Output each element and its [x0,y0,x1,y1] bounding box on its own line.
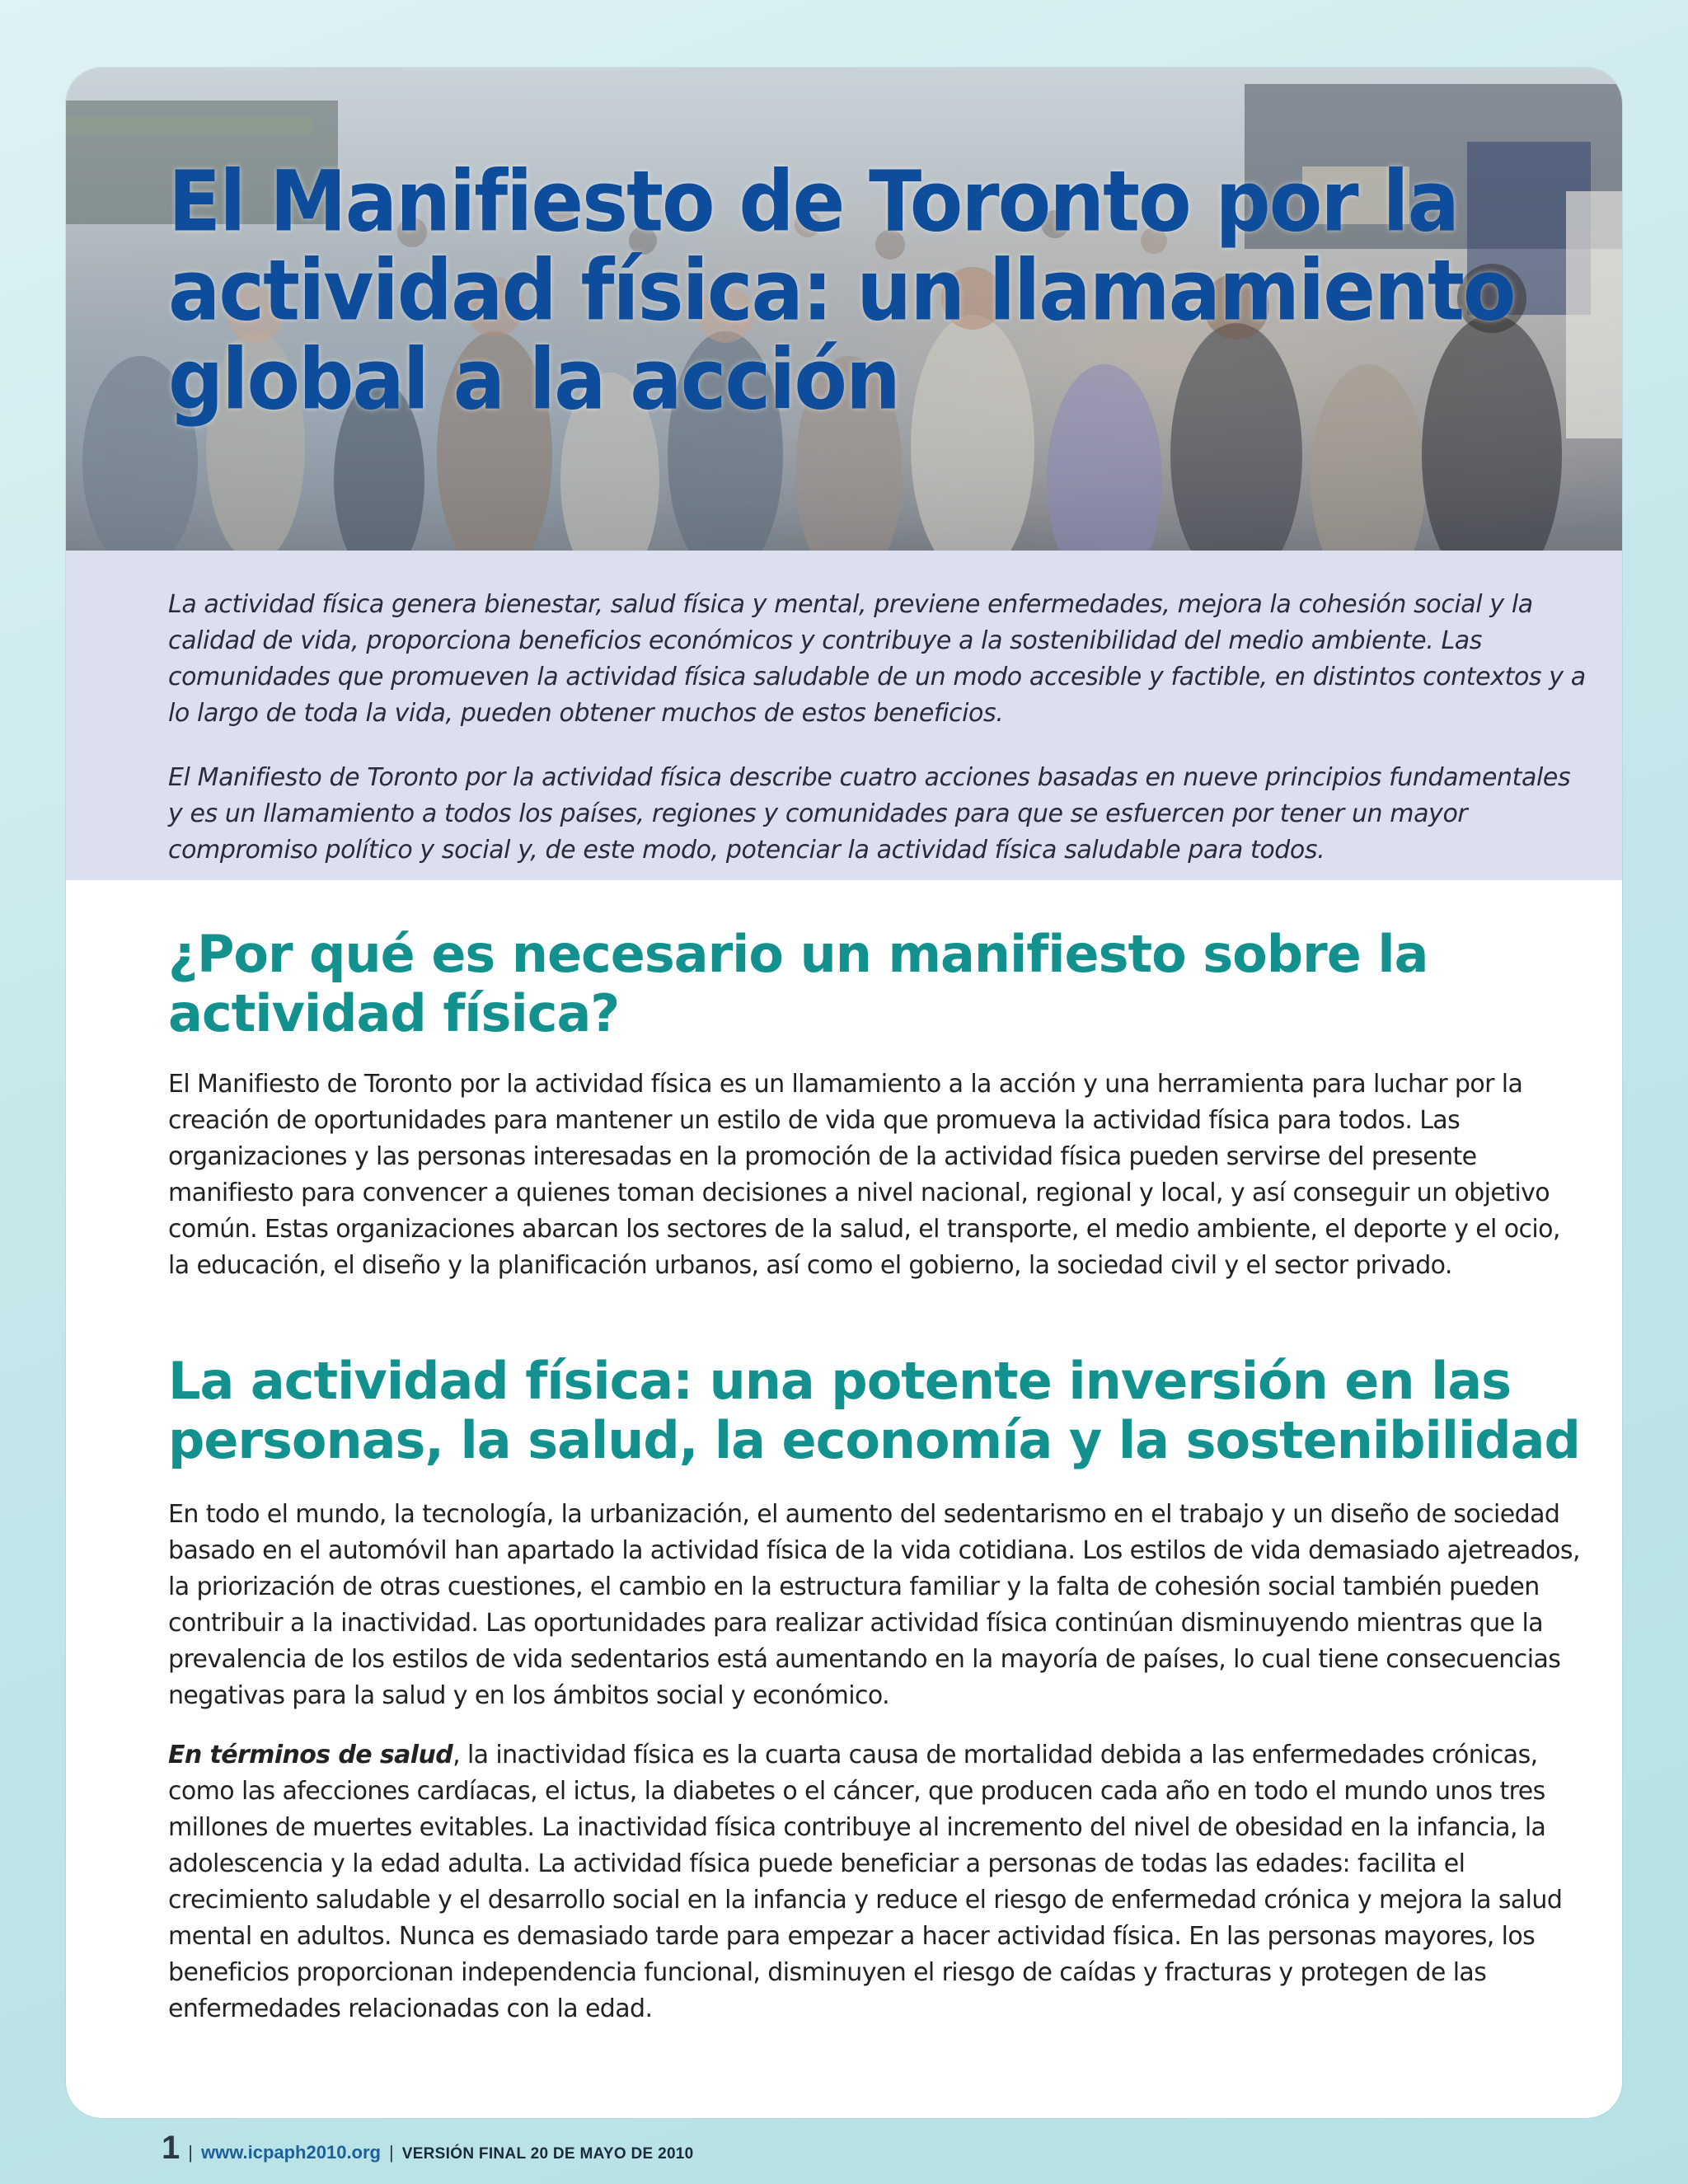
section-body-investment-1: En todo el mundo, la tecnología, la urbanización, el aumento del sedentarismo en el trabajo y un diseño de sociedad basado en el automóvil han apartado la actividad física de la vida cotidiana. Los estilos de vida demasiado ajetreados, la priorización de otras cuestiones, el cambio en la estructura familiar y la falta de cohesión social también pueden contribuir a la inactividad. Las oportunidades para realizar actividad física continúan disminuyendo mientras que la prevalencia de los estilos de vida sedentarios está aumentando en la mayoría de países, lo cual tiene consecuencias negativas para la salud y en los ámbitos social y económico. [168,1500,1580,1710]
page-title: El Manifiesto de Toronto por la actividad física: un llamamiento global a la acción [168,153,1515,429]
intro-paragraph-2: El Manifiesto de Toronto por la actividad física describe cuatro acciones basadas en nueve principios fundamentales y es un llamamiento a todos los países, regiones y comunidades para que se esfuercen por tener un mayor compromiso político y social y, de este modo, potenciar la actividad física saludable para todos. [168,763,1571,865]
page-number: 1 [162,2130,181,2166]
intro-band [66,551,1622,880]
section-body-investment-2 [168,1737,1586,2027]
page-card [66,68,1622,2118]
page-footer [162,2130,694,2171]
section-heading-why-manifesto: ¿Por qué es necesario un manifiesto sobre la actividad física? [168,924,1428,1043]
footer-separator: | [389,2142,394,2163]
section-heading-investment: La actividad física: una potente inversión en las personas, la salud, la economía y la sostenibilidad [168,1351,1580,1470]
health-body-text: , la inactividad física es la cuarta causa de mortalidad debida a las enfermedades crónicas, como las afecciones cardíacas, el ictus, la diabetes o el cáncer, que producen cada año en todo el mundo unos tres millones de muertes evitables. La inactividad física contribuye al incremento del nivel de obesidad en la infancia, la adolescencia y la edad adulta. La actividad física puede beneficiar a personas de todas las edades: facilita el crecimiento saludable y el desarrollo social en la infancia y reduce el riesgo de enfermedad crónica y mejora la salud mental en adultos. Nunca es demasiado tarde para empezar a hacer actividad física. En las personas mayores, los beneficios proporcionan independencia funcional, disminuyen el riesgo de caídas y fracturas y protegen de las enfermedades relacionadas con la edad. [168,1741,1563,2023]
version-label: VERSIÓN FINAL 20 DE MAYO DE 2010 [401,2145,694,2163]
website-link[interactable]: www.icpaph2010.org [200,2142,381,2163]
section-body-why-manifesto: El Manifiesto de Toronto por la actividad física es un llamamiento a la acción y una herramienta para luchar por la creación de oportunidades para mantener un estilo de vida que promueva la actividad física para todos. Las organizaciones y las personas interesadas en la promoción de la actividad física pueden servirse del presente manifiesto para convencer a quienes toman decisiones a nivel nacional, regional y local, y así conseguir un objetivo común. Estas organizaciones abarcan los sectores de la salud, el transporte, el medio ambiente, el deporte y el ocio, la educación, el diseño y la planificación urbanos, así como el gobierno, la sociedad civil y el sector privado. [168,1070,1560,1280]
intro-paragraph-1: La actividad física genera bienestar, salud física y mental, previene enfermedades, mejora la cohesión social y la calidad de vida, proporciona beneficios económicos y contribuye a la sostenibilidad del medio ambiente. Las comunidades que promueven la actividad física saludable de un modo accesible y factible, en distintos contextos y a lo largo de toda la vida, pueden obtener muchos de estos beneficios. [168,590,1586,728]
hero-banner [66,68,1622,551]
health-lead-text: En términos de salud [168,1741,453,1769]
footer-separator: | [188,2142,193,2163]
